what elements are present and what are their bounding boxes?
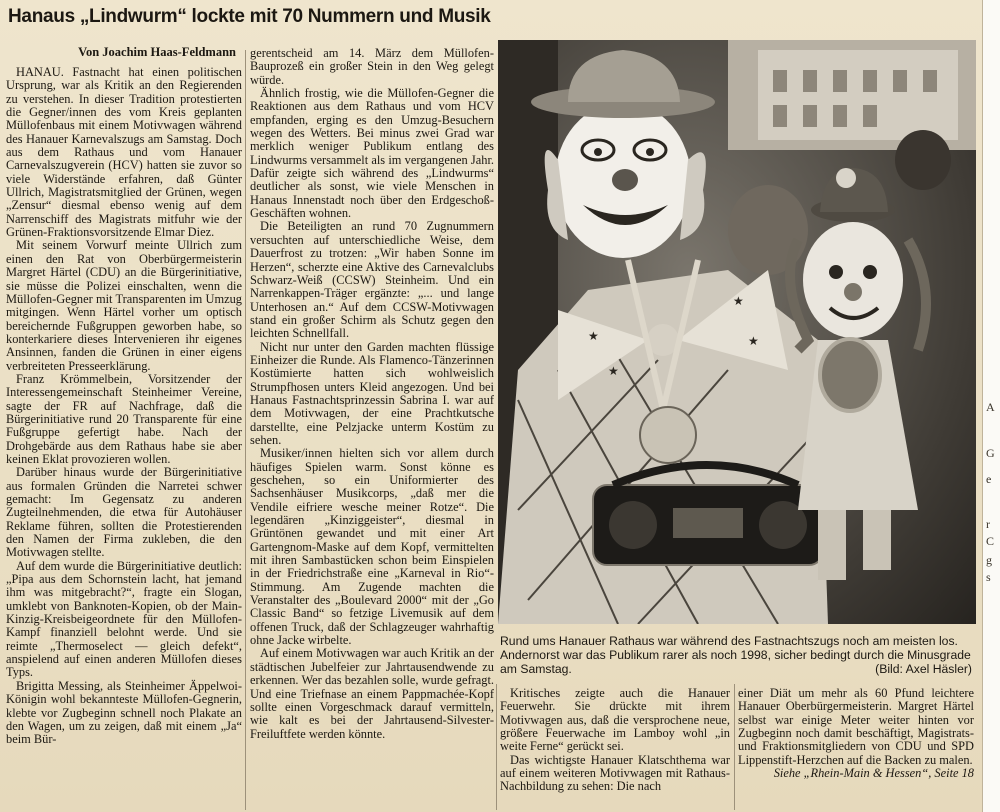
clown-photo	[498, 40, 976, 624]
photo-caption	[500, 634, 972, 676]
clown-photo-icon	[498, 40, 976, 624]
paragraph: Mit seinem Vorwurf meinte Ullrich zum einen den Rat von Oberbürgermeisterin Margret Härtel (CDU) an die Bürgerinitiative, sie müsse die Polizei einschalten, wenn die Müllofen-Gegner mit Transparenten im Umzug mitgingen. Wenn Härtel vorher um optisch bereichernde Fußgruppen geworben habe, so konterkariere dieses Intervenieren ihr eigenes Ansinnen, fanden die Grünen in einer eigens verbreiteten Presseerklärung.	[6, 238, 242, 373]
paragraph: einer Diät um mehr als 60 Pfund leichtere Hanauer Oberbürgermeisterin. Margret Härtel selbst war einige Meter weiter hinten vor Zugbeginn noch damit beschäftigt, Magistrats- und Fraktionsmitgliedern von CDU und SPD Lippenstift-Herzchen auf die Backen zu malen.	[738, 687, 974, 767]
paragraph: HANAU. Fastnacht hat einen politischen Ursprung, war als Kritik an den Regierenden zu verstehen. In dieser Tradition protestierten die Gegner/innen des vom Kreis geplanten Müllofenbaus mit einem Motivwagen während des Hanauer Karnevalszugs am Samstag. Doch aus dem Rathaus und vom Hanauer Carnevalszugverein (HCV) hatten sie zuvor so viele Widerstände erfahren, daß Günter Ullrich, Magistratsmitglied der Grünen, wegen „Zensur“ diesmal ebenso wenig auf dem Narrenschiff des Magistrats mitfuhr wie der Grünen-Fraktionsvorsitzende Elmar Diez.	[6, 66, 242, 240]
svg-text:★: ★	[733, 294, 744, 308]
column-divider	[734, 684, 735, 810]
caption-text: Rund ums Hanauer Rathaus war während des Fastnachtszugs noch am meisten los. Andernorst war das Publikum rarer als noch 1998, sicher bedingt durch die Minusgrade am Samstag.	[500, 634, 971, 676]
paragraph: gerentscheid am 14. März dem Müllofen-Bauprozeß ein großer Stein in den Weg gelegt würde.	[250, 47, 494, 87]
edge-letter: s	[986, 570, 991, 584]
article-column-4	[738, 687, 974, 807]
paragraph: Musiker/innen hielten sich vor allem durch häufiges Spielen warm. Sonst könne es geschehen, so ein Uniformierter des Sachsenhäuser Musikcorps, „daß mer die Vendile eifriere wesche meiner Rotze“. Die legendären „Kinziggeister“, diesmal in Grüntönen gewandet und mit einer Art Gartengnom-Maske auf dem Kopf, vermittelten mit ihren Sambastücken schon beim Einspielen in der Friedrichstraße eine „Karneval in Rio“-Stimmung. Am Zugende machten die Veranstalter des „Boulevard 2000“ mit der „Go Classic Band“ so fetzige Livemusik auf dem offenen Truck, daß der Schlagzeuger wahrhaftig ohne Jacke wirbelte.	[250, 446, 494, 648]
column-divider	[496, 684, 497, 810]
paragraph: Nicht nur unter den Garden machten flüssige Einheizer die Runde. Als Flamenco-Tänzerinnen Kostümierte hatten sich wohlweislich Strumpfhosen unters Kleid angezogen. Und bei Hanaus Fastnachtsprinzessin Sabrina I. war auf dem Motivwagen, der eine Prachtkutsche darstellte, eine Pelzjacke unterm Kostüm zu sehen.	[250, 339, 494, 447]
paragraph: Kritisches zeigte auch die Hanauer Feuerwehr. Sie drückte mit ihrem Motivwagen aus, daß die versprochene neue, größere Feuerwache im Lamboy wohl „in weite Ferne“ gerückt sei.	[500, 687, 730, 754]
edge-letter: G	[986, 446, 995, 460]
article-column-3	[500, 687, 730, 807]
paragraph: Ähnlich frostig, wie die Müllofen-Gegner die Reaktionen aus dem Rathaus und vom HCV empfanden, erging es den Umzug-Besuchern wegen des Wetters. Bei minus zwei Grad war merklich weniger Publikum entlang des Lindwurms versammelt als im vergangenen Jahr. Dafür zeigte sich während des „Lindwurms“ deutlicher als sonst, wie viele Menschen in Hanaus Innenstadt noch über den Erdgeschoß-Geschäften wohnen.	[250, 86, 494, 221]
paragraph: Brigitta Messing, als Steinheimer Äppelwoi-Königin wohl bekannteste Müllofen-Gegnerin, klebte vor Zugbeginn schnell noch Plakate an den Wagen, um zu zeigen, daß mit einem „Ja“ beim Bür-	[6, 678, 242, 747]
edge-letter: r	[986, 517, 990, 531]
edge-letter: g	[986, 553, 992, 567]
cross-reference: Siehe „Rhein-Main & Hessen“, Seite 18	[773, 766, 974, 781]
article-column-1	[6, 66, 242, 810]
svg-text:★: ★	[588, 329, 599, 343]
article-column-2	[250, 47, 494, 799]
edge-letter: A	[986, 400, 995, 414]
paragraph: Auf einem Motivwagen war auch Kritik an der städtischen Jubelfeier zur Jahrtausendwende zu erkennen. Wer das bezahlen solle, wurde gefragt. Und eine Triefnase an einem Pappmachée-Kopf sollte einen Vorgeschmack darauf vermitteln, wie kalt es bei der Jahrtausend-Silvester-Freiluftfete werden könnte.	[250, 646, 494, 741]
paragraph: Darüber hinaus wurde der Bürgerinitiative aus formalen Gründen die Narretei schwer gemacht: Im Gegensatz zu anderen Zugteilnehmenden, die etwa für Autohäuser Reklame führen, sollten die Protestierenden den Namen der Firma zukleben, die den Motivwagen stellte.	[6, 465, 242, 560]
edge-letter: e	[986, 472, 992, 486]
headline: Hanaus „Lindwurm“ lockte mit 70 Nummern und Musik	[8, 6, 491, 27]
byline: Von Joachim Haas-Feldmann	[78, 45, 236, 59]
svg-text:★: ★	[608, 364, 619, 378]
paragraph: Die Beteiligten an rund 70 Zugnummern versuchten auf unterschiedliche Weise, dem Dauerfrost zu trotzen: „Wir haben Sonne im Herzen“, scherzte eine Aktive des Carnevalclubs Schwarz-Weiß (CCSW) Steinheim. Und ein Narrenkappen-Träger ergänzte: „... und lange Unterhosen an.“ Auf dem CCSW-Motivwagen stand ein großer Schirm als Schutz gegen den leichten Schnellfall.	[250, 219, 494, 341]
paragraph: Franz Krömmelbein, Vorsitzender der Interessengemeinschaft Steinheimer Vereine, sagte der FR auf Nachfrage, daß die Bürgerinitiative rund 20 Transparente für eine Fußgruppe gefertigt habe. Nach der Drohgebärde aus dem Rathaus habe sie aber keinen Eklat provozieren wollen.	[6, 371, 242, 466]
svg-text:★: ★	[748, 334, 759, 348]
edge-letter: C	[986, 534, 995, 548]
column-divider	[245, 50, 246, 810]
photo-credit: (Bild: Axel Häsler)	[875, 662, 972, 676]
paragraph: Das wichtigste Hanauer Klatschthema war auf einem weiteren Motivwagen mit Rathaus-Nachbildung zu sehen: Die nach	[500, 752, 730, 794]
paragraph: Auf dem wurde die Bürgerinitiative deutlich: „Pipa aus dem Schornstein lacht, hat jemand ihm was mitgebracht?“, fragte ein Slogan, umklebt von Banknoten-Kopien, ob der Main-Kinzig-Kreisbeigeordnete für den Müllofen-Kampf finanziell belohnt werde. Und sie reimte „Thermoselect — gleich defekt“, anspielend auf einen anderen Müllofen dieses Typs.	[6, 558, 242, 680]
